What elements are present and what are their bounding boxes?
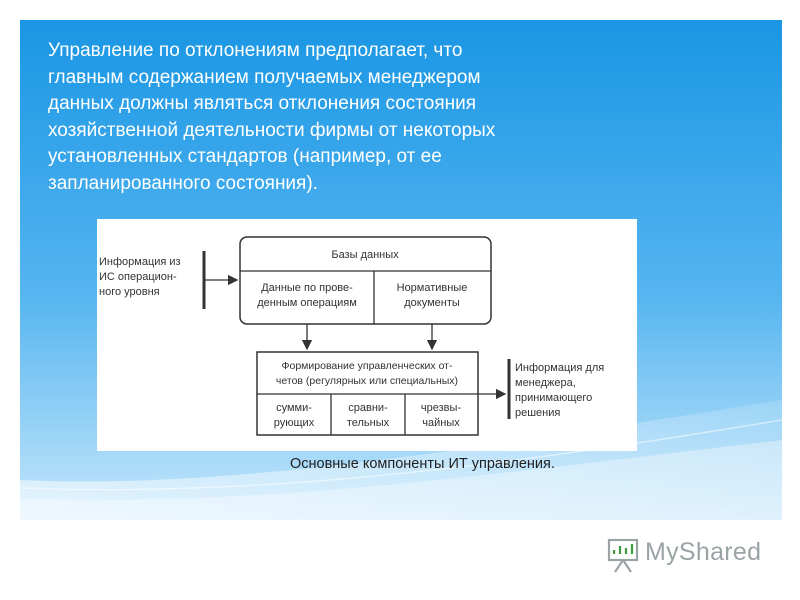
main-text-line: главным содержанием получаемых менеджером	[48, 66, 481, 88]
diagram-caption: Основные компоненты ИТ управления.	[290, 456, 555, 472]
input-label-line: Информация из	[99, 256, 181, 268]
output-label-line: менеджера,	[515, 377, 576, 389]
comparative-line: тельных	[346, 417, 390, 429]
output-info-label	[515, 362, 604, 419]
input-label-line: ИС операцион-	[99, 271, 177, 283]
diagram-container	[97, 219, 637, 451]
normative-docs-line: документы	[404, 297, 460, 309]
emergency-line: чрезвы-	[420, 402, 462, 414]
summarizing-line: сумми-	[276, 402, 312, 414]
output-label-line: решения	[515, 407, 561, 419]
operations-data-line: денным операциям	[257, 297, 357, 309]
input-label-line: ного уровня	[99, 286, 160, 298]
main-text-line: запланированного состояния).	[48, 172, 318, 194]
report-formation-line: четов (регулярных или специальных)	[275, 375, 459, 387]
it-management-diagram	[97, 219, 637, 451]
input-info-label	[99, 256, 181, 298]
logo-text: MyShared	[645, 538, 762, 566]
main-paragraph	[48, 38, 608, 197]
operations-data-line: Данные по прове-	[261, 282, 353, 294]
presentation-board-icon	[609, 540, 637, 572]
output-label-line: Информация для	[515, 362, 605, 374]
output-label-line: принимающего	[515, 392, 593, 404]
main-text-line: Управление по отклонениям предполагает, что	[48, 40, 463, 61]
databases-title: Базы данных	[331, 249, 399, 261]
main-text-line: данных должны являться отклонения состояния	[48, 93, 477, 114]
main-text-line: установленных стандартов (например, от ее	[48, 146, 442, 167]
main-text-line: хозяйственной деятельности фирмы от некоторых	[48, 119, 496, 141]
report-formation-line: Формирование управленческих от-	[281, 360, 453, 372]
normative-docs-line: Нормативные	[396, 282, 468, 294]
comparative-line: сравни-	[348, 402, 388, 414]
emergency-line: чайных	[422, 417, 460, 429]
summarizing-line: рующих	[273, 417, 315, 429]
